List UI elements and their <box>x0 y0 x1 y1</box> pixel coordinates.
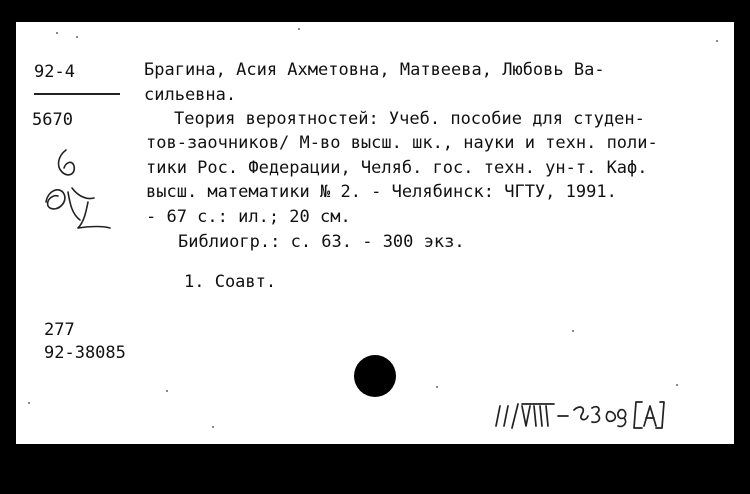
inventory-number: 5670 <box>32 110 73 130</box>
author-heading-line-2: сильевна. <box>144 85 237 105</box>
scan-speck <box>298 28 300 30</box>
tracing: 1. Соавт. <box>184 272 277 292</box>
physical-description: - 67 с.: ил.; 20 см. <box>146 207 351 227</box>
scan-speck <box>28 402 30 404</box>
handwritten-signature <box>38 142 118 237</box>
scan-speck <box>436 386 438 388</box>
scan-speck <box>212 426 214 428</box>
scan-speck <box>572 330 574 332</box>
title-line-4: высш. математики № 2. - Челябинск: ЧГТУ, 1991. <box>146 182 617 202</box>
scan-speck <box>76 36 78 38</box>
author-heading-line-1: Брагина, Асия Ахметовна, Матвеева, Любовь Ва- <box>144 60 605 80</box>
scan-speck <box>166 390 168 392</box>
scan-speck <box>676 384 678 386</box>
title-line-1: Теория вероятностей: Учеб. пособие для студен- <box>174 109 645 129</box>
title-line-2: тов-заочников/ М-во высш. шк., науки и техн. поли- <box>146 133 658 153</box>
scan-speck <box>56 32 58 34</box>
catalog-card <box>16 22 734 444</box>
handwritten-note <box>492 398 672 434</box>
scan-speck <box>716 40 718 42</box>
card-punch-hole <box>354 355 396 397</box>
bibliography-note: Библиогр.: с. 63. - 300 экз. <box>178 232 465 252</box>
title-line-3: тики Рос. Федерации, Челяб. гос. техн. ун-т. Каф. <box>146 158 648 178</box>
bottom-code-2: 92-38085 <box>44 343 126 363</box>
bottom-code-1: 277 <box>44 320 75 340</box>
call-number-rule <box>34 93 120 95</box>
call-number: 92-4 <box>34 62 75 82</box>
